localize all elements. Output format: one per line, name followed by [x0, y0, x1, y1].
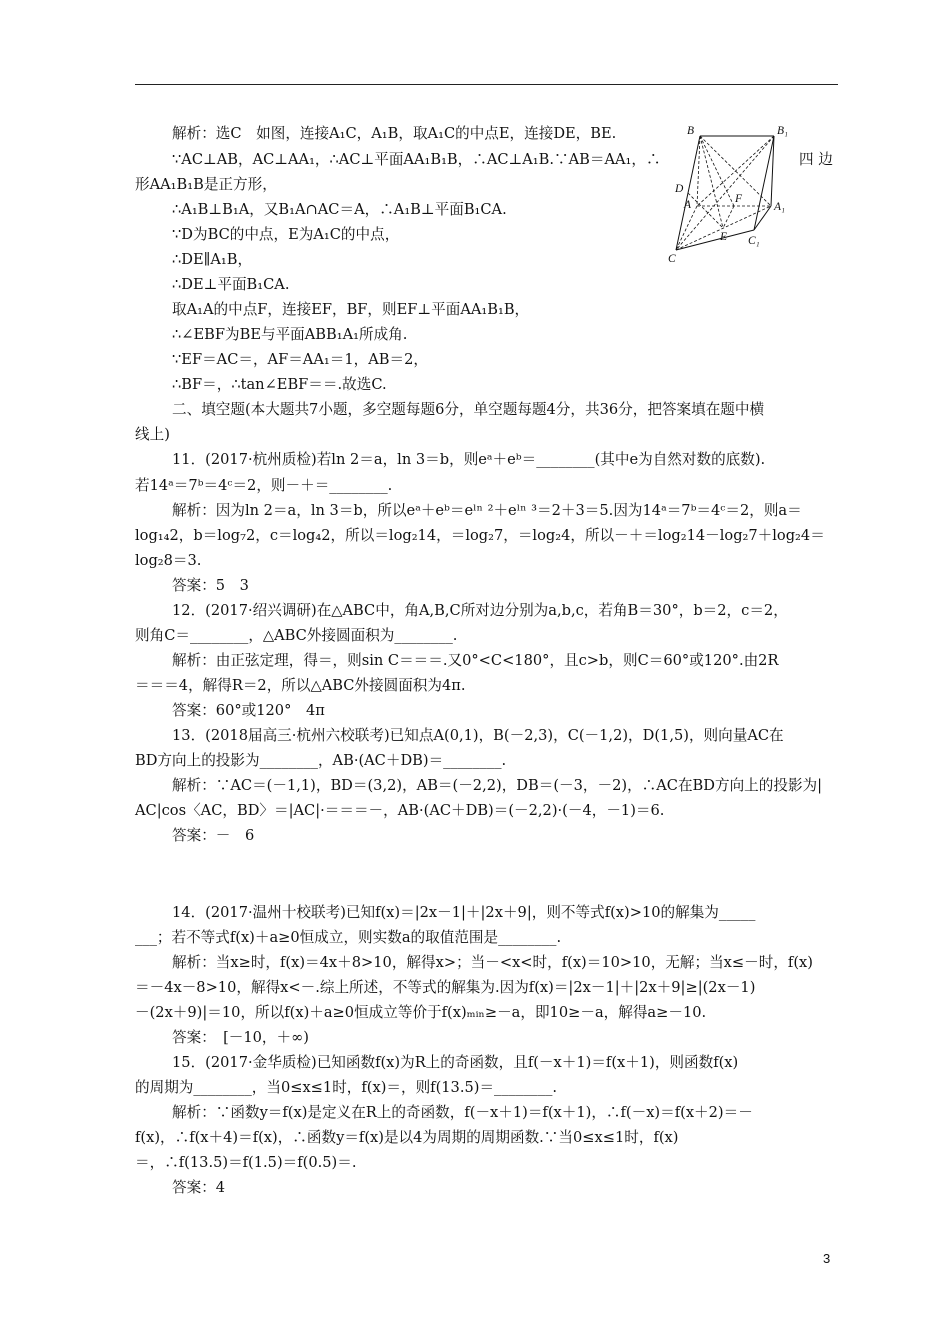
- label-f: F: [735, 193, 743, 205]
- q14-answer: 答案： [－10，＋∞): [172, 1029, 309, 1046]
- q11-solution-1: 解析：因为ln 2＝a，ln 3＝b，所以eᵃ＋eᵇ＝eˡⁿ ²＋eˡⁿ ³＝2＋3＝5.因为14ᵃ＝7ᵇ＝4ᶜ＝2，则a＝: [172, 502, 802, 519]
- q11-solution-3: log₂8＝3.: [135, 552, 202, 569]
- q14-stem-1: 14．(2017·温州十校联考)已知f(x)＝|2x－1|＋|2x＋9|，则不等式f(x)>10的解集为_____: [172, 904, 756, 921]
- q11-stem-2: 若14ᵃ＝7ᵇ＝4ᶜ＝2，则－＋＝________.: [135, 477, 393, 494]
- q13-solution-2: AC|cos〈AC，BD〉＝|AC|·＝＝＝－，AB·(AC＋DB)＝(－2,2)·(－4，－1)＝6.: [135, 802, 665, 819]
- q12-answer: 答案：60°或120° 4π: [172, 702, 325, 719]
- q14-solution-3: －(2x＋9)|＝10，所以f(x)＋a≥0恒成立等价于f(x)ₘᵢₙ≥－a，即10≥－a，解得a≥－10.: [135, 1004, 707, 1021]
- solution-10-line-8: 取A₁A的中点F，连接EF，BF，则EF⊥平面AA₁B₁B，: [172, 301, 530, 318]
- q15-stem-1: 15．(2017·金华质检)已知函数f(x)为R上的奇函数，且f(－x＋1)＝f(x＋1)，则函数f(x): [172, 1054, 739, 1071]
- label-a: A: [684, 199, 692, 211]
- solution-10-line-2-tail: 四 边: [799, 151, 833, 168]
- seg-b-f: [700, 136, 734, 206]
- q12-solution-2: ＝＝＝4，解得R＝2，所以△ABC外接圆面积为4π.: [135, 677, 466, 694]
- label-b: B: [687, 125, 695, 137]
- section-heading-cont: 线上): [135, 426, 170, 443]
- solution-10-line-3: 形AA₁B₁B是正方形，: [135, 176, 277, 193]
- q14-solution-2: ＝－4x－8>10，解得x<－.综上所述，不等式的解集为.因为f(x)＝|2x－1|＋|2x＋9|≥|(2x－1): [135, 979, 756, 996]
- q15-solution-3: ＝，∴f(13.5)＝f(1.5)＝f(0.5)＝.: [135, 1154, 357, 1171]
- solution-10-line-2: ∵AC⊥AB，AC⊥AA₁，∴AC⊥平面AA₁B₁B，∴AC⊥A₁B.∵AB＝AA₁，∴: [172, 151, 661, 168]
- q15-solution-1: 解析：∵函数y＝f(x)是定义在R上的奇函数，f(－x＋1)＝f(x＋1)，∴f(－x)＝f(x＋2)＝－: [172, 1104, 753, 1121]
- label-d: D: [675, 183, 684, 195]
- label-c: C: [668, 253, 676, 265]
- solution-10-line-1: 解析：选C 如图，连接A₁C，A₁B，取A₁C的中点E，连接DE，BE.: [172, 125, 617, 142]
- label-a1: A₁: [774, 201, 786, 213]
- solution-10-line-9: ∴∠EBF为BE与平面ABB₁A₁所成角.: [172, 326, 408, 343]
- solution-10-line-7: ∴DE⊥平面B₁CA.: [172, 276, 290, 293]
- label-c1: C₁: [748, 235, 760, 247]
- q13-stem-2: BD方向上的投影为________，AB·(AC＋DB)＝________.: [135, 752, 507, 769]
- solution-10-line-5: ∵D为BC的中点，E为A₁C的中点，: [172, 226, 400, 243]
- edge-c1-c: [676, 230, 754, 250]
- solution-10-line-10: ∵EF＝AC＝，AF＝AA₁＝1，AB＝2，: [172, 351, 428, 368]
- header-rule: [135, 84, 838, 85]
- solution-10-line-11: ∴BF＝，∴tan∠EBF＝＝.故选C.: [172, 376, 387, 393]
- q15-answer: 答案：4: [172, 1179, 226, 1196]
- section-heading: 二、填空题(本大题共7小题，多空题每题6分，单空题每题4分，共36分，把答案填在题中横: [172, 401, 765, 418]
- q13-solution-1: 解析：∵AC＝(－1,1)，BD＝(3,2)，AB＝(－2,2)，DB＝(－3，－2)，∴AC在BD方向上的投影为|: [172, 777, 823, 794]
- q11-solution-2: log₁₄2，b＝log₇2，c＝log₄2，所以＝log₂14，＝log₂7，＝log₂4，所以－＋＝log₂14－log₂7＋log₂4＝: [135, 527, 825, 544]
- q12-solution-1: 解析：由正弦定理，得＝，则sin C＝＝＝.又0°<C<180°，且c>b，则C＝60°或120°.由2R: [172, 652, 779, 669]
- q13-answer: 答案：－ 6: [172, 827, 255, 844]
- q11-answer: 答案：5 3: [172, 577, 249, 594]
- solution-10-line-6: ∴DE∥A₁B，: [172, 251, 253, 268]
- label-e: E: [720, 231, 728, 243]
- q12-stem-1: 12．(2017·绍兴调研)在△ABC中，角A,B,C所对边分别为a,b,c，若角B＝30°，b＝2，c＝2，: [172, 602, 788, 619]
- page-number: 3: [823, 1251, 831, 1266]
- q13-stem-1: 13．(2018届高三·杭州六校联考)已知点A(0,1)，B(－2,3)，C(－1,2)，D(1,5)，则向量AC在: [172, 727, 784, 744]
- seg-f-e: [723, 206, 734, 228]
- q14-stem-2: ___；若不等式f(x)＋a≥0恒成立，则实数a的取值范围是________.: [135, 929, 562, 946]
- q14-solution-1: 解析：当x≥时，f(x)＝4x＋8>10，解得x>；当－<x<时，f(x)＝10>10，无解；当x≤－时，f(x): [172, 954, 813, 971]
- q15-stem-2: 的周期为________，当0≤x≤1时，f(x)＝，则f(13.5)＝________.: [135, 1079, 558, 1096]
- q11-stem-1: 11．(2017·杭州质检)若ln 2＝a，ln 3＝b，则eᵃ＋eᵇ＝________(其中e为自然对数的底数).: [172, 451, 766, 468]
- edge-a-c: [676, 206, 697, 250]
- solution-10-line-4: ∴A₁B⊥B₁A，又B₁A∩AC＝A，∴A₁B⊥平面B₁CA.: [172, 201, 507, 218]
- seg-b-e: [700, 136, 723, 228]
- prism-figure: [660, 120, 838, 268]
- q15-solution-2: f(x)，∴f(x＋4)＝f(x)，∴函数y＝f(x)是以4为周期的周期函数.∵当0≤x≤1时，f(x): [135, 1129, 679, 1146]
- q12-stem-2: 则角C＝________，△ABC外接圆面积为________.: [135, 627, 458, 644]
- label-b1: B₁: [777, 125, 789, 137]
